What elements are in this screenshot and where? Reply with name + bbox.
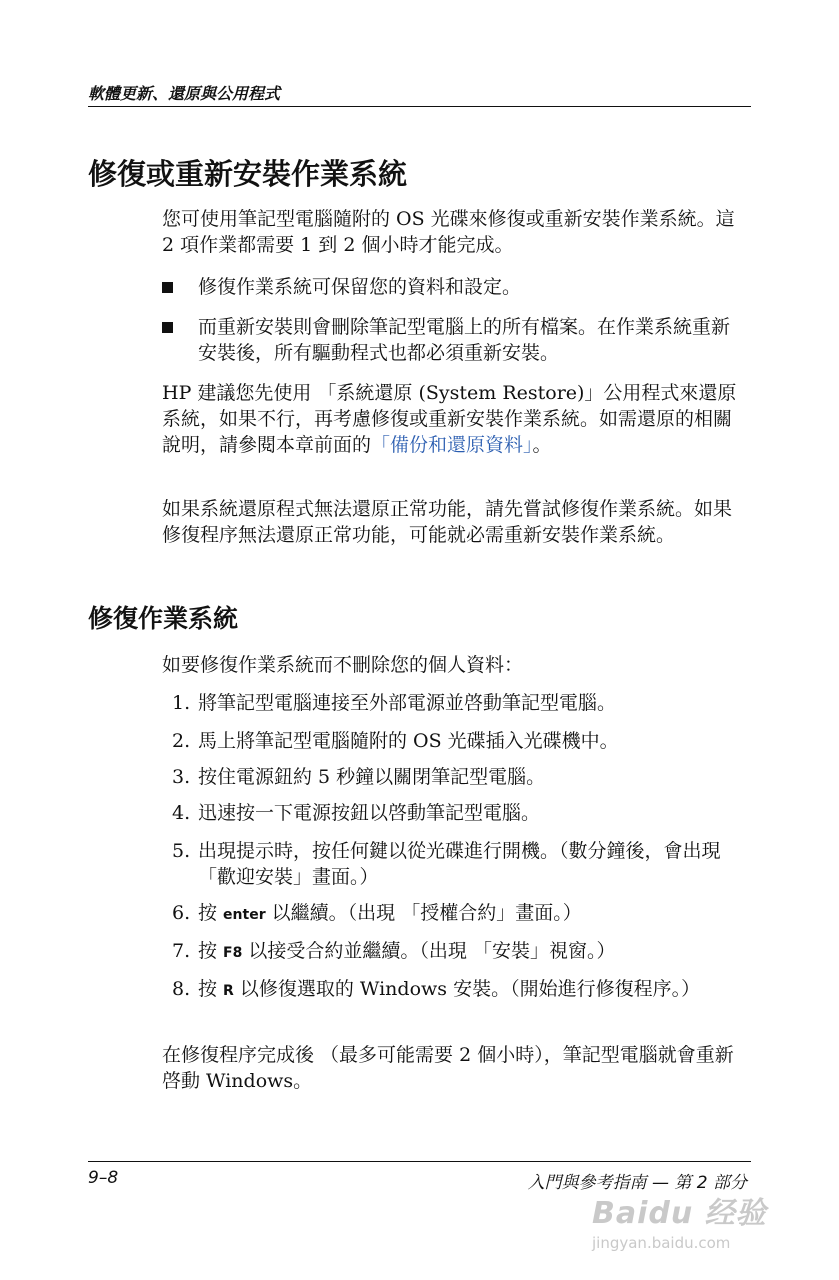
watermark-brand: Baidu 经验 — [592, 1196, 767, 1231]
closing-paragraph: 在修復程序完成後 （最多可能需要 2 個小時），筆記型電腦就會重新啓動 Windows。 — [162, 1044, 734, 1092]
step-text: 出現提示時，按任何鍵以從光碟進行開機。（數分鐘後，會出現 「歡迎安裝」畫面。） — [198, 840, 721, 888]
step-item — [172, 728, 752, 754]
step-text: 以接受合約並繼續。（出現 「安裝」視窗。） — [242, 940, 616, 962]
step-text: 以修復選取的 Windows 安裝。（開始進行修復程序。） — [233, 978, 701, 1000]
step-number: 8. — [172, 978, 191, 1000]
step-item — [172, 976, 752, 1004]
step-item — [172, 938, 752, 966]
subsection-intro: 如要修復作業系統而不刪除您的個人資料： — [162, 654, 524, 676]
recommendation-text: HP 建議您先使用 「系統還原 (System Restore)」公用程式來還原系統，如果不行，再考慮修復或重新安裝作業系統。如需還原的相關說明，請參閱本章前面的 — [162, 382, 737, 456]
step-item — [172, 800, 752, 826]
step-text: 按 — [198, 902, 224, 924]
step-text: 馬上將筆記型電腦隨附的 OS 光碟插入光碟機中。 — [198, 730, 619, 752]
recommendation-end: 。 — [532, 434, 552, 456]
square-bullet-icon — [162, 322, 173, 333]
step-text: 按 — [198, 978, 224, 1000]
f8-key-label: F8 — [223, 945, 243, 961]
watermark-url: jingyan.baidu.com — [592, 1234, 731, 1252]
square-bullet-icon — [162, 282, 173, 293]
step-text: 將筆記型電腦連接至外部電源並啓動筆記型電腦。 — [198, 692, 617, 714]
step-number: 6. — [172, 902, 191, 924]
guide-title: 入門與參考指南 — 第 2 部分 — [527, 1173, 747, 1193]
step-number: 3. — [172, 766, 191, 788]
step-text: 迅速按一下電源按鈕以啓動筆記型電腦。 — [198, 802, 541, 824]
step-text: 以繼續。（出現 「授權合約」畫面。） — [265, 902, 582, 924]
step-item — [172, 838, 752, 890]
page-number: 9–8 — [88, 1168, 119, 1188]
baidu-watermark — [592, 1188, 792, 1252]
recommendation-paragraph — [162, 380, 747, 458]
bullet-item — [162, 274, 747, 300]
r-key-label: R — [223, 983, 234, 999]
step-text: 按住電源鈕約 5 秒鐘以關閉筆記型電腦。 — [198, 766, 546, 788]
step-number: 7. — [172, 940, 191, 962]
step-number: 5. — [172, 840, 191, 862]
enter-key-label: enter — [223, 907, 266, 923]
section-title: 修復或重新安裝作業系統 — [88, 157, 408, 191]
backup-restore-link[interactable]: 「備份和還原資料」 — [371, 434, 533, 456]
running-header: 軟體更新、還原與公用程式 — [88, 84, 751, 107]
subsection-title: 修復作業系統 — [88, 604, 239, 633]
step-item — [172, 764, 752, 790]
step-number: 1. — [172, 692, 191, 714]
section-intro: 您可使用筆記型電腦隨附的 OS 光碟來修復或重新安裝作業系統。這 2 項作業都需要 1 到 2 個小時才能完成。 — [162, 208, 735, 256]
step-number: 4. — [172, 802, 191, 824]
fallback-paragraph: 如果系統還原程式無法還原正常功能，請先嘗試修復作業系統。如果修復程序無法還原正常功能，可能就必需重新安裝作業系統。 — [162, 498, 733, 546]
bullet-text: 而重新安裝則會刪除筆記型電腦上的所有檔案。在作業系統重新安裝後，所有驅動程式也都必須重新安裝。 — [198, 316, 731, 364]
page-footer — [88, 1161, 751, 1193]
step-number: 2. — [172, 730, 191, 752]
step-item — [172, 900, 752, 928]
step-text: 按 — [198, 940, 224, 962]
bullet-text: 修復作業系統可保留您的資料和設定。 — [198, 276, 522, 298]
bullet-item — [162, 314, 747, 366]
step-item — [172, 690, 752, 716]
